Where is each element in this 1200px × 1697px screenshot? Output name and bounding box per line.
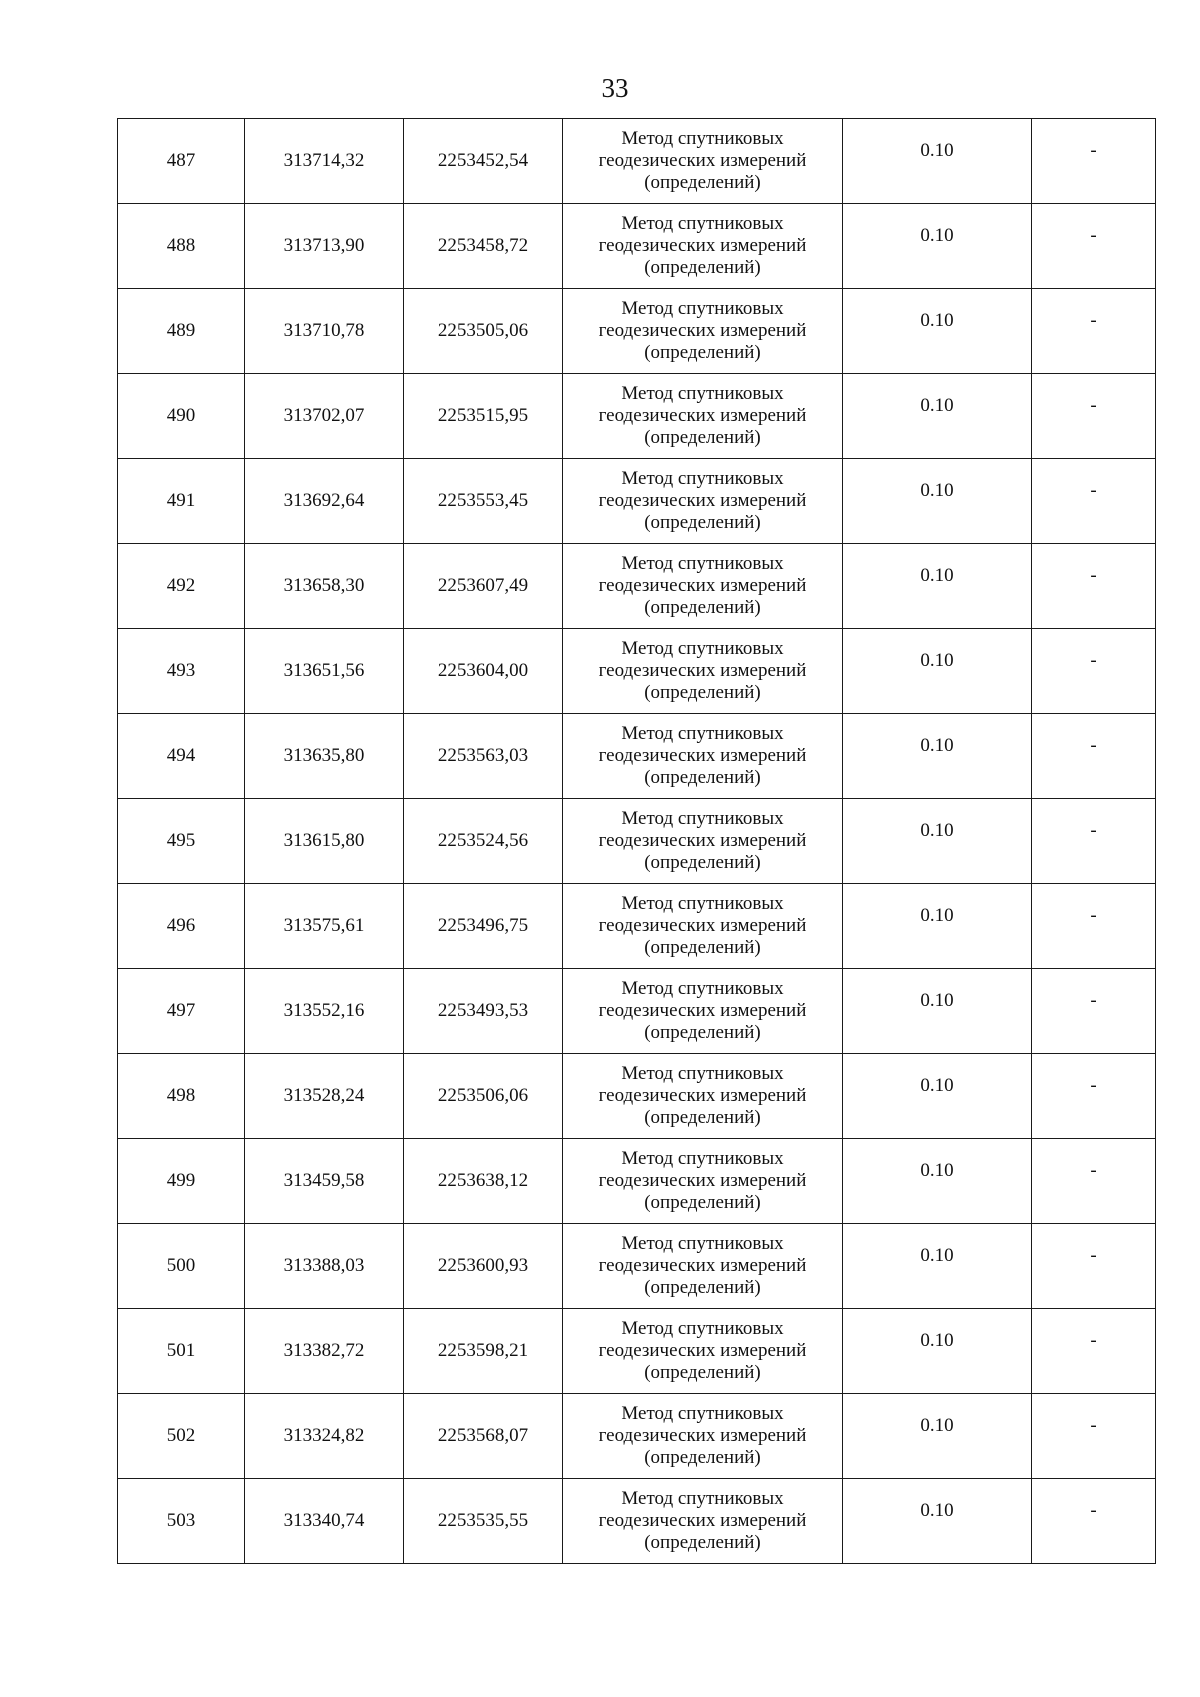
method-line-3: (определений) — [644, 937, 761, 958]
method-cell — [563, 1309, 843, 1394]
coordinate-y-cell: 2253563,03 — [404, 714, 563, 799]
method-line-3: (определений) — [644, 427, 761, 448]
accuracy-value: 0.10 — [920, 480, 954, 501]
table-row — [118, 119, 1156, 204]
method-line-2: геодезических измерений — [598, 1340, 807, 1361]
point-number-cell: 490 — [118, 374, 245, 459]
coordinate-y-cell: 2253458,72 — [404, 204, 563, 289]
method-line-2: геодезических измерений — [598, 1000, 807, 1021]
method-line-1: Метод спутниковых — [621, 383, 784, 404]
point-number-cell: 494 — [118, 714, 245, 799]
method-line-1: Метод спутниковых — [621, 213, 784, 234]
accuracy-cell — [843, 884, 1032, 969]
note-value: - — [1090, 1330, 1097, 1351]
method-line-1: Метод спутниковых — [621, 1063, 784, 1084]
method-cell — [563, 629, 843, 714]
method-line-2: геодезических измерений — [598, 915, 807, 936]
point-number-cell: 502 — [118, 1394, 245, 1479]
point-number-cell: 489 — [118, 289, 245, 374]
method-line-2: геодезических измерений — [598, 1255, 807, 1276]
note-value: - — [1090, 140, 1097, 161]
note-value: - — [1090, 735, 1097, 756]
method-cell — [563, 1479, 843, 1564]
point-number-cell: 488 — [118, 204, 245, 289]
table-row — [118, 969, 1156, 1054]
method-cell — [563, 374, 843, 459]
note-cell — [1032, 969, 1156, 1054]
note-value: - — [1090, 905, 1097, 926]
table-row — [118, 289, 1156, 374]
note-value: - — [1090, 565, 1097, 586]
method-line-3: (определений) — [644, 1192, 761, 1213]
method-cell — [563, 119, 843, 204]
note-cell — [1032, 544, 1156, 629]
table-row — [118, 459, 1156, 544]
point-number-cell: 492 — [118, 544, 245, 629]
method-line-1: Метод спутниковых — [621, 1488, 784, 1509]
method-line-2: геодезических измерений — [598, 405, 807, 426]
method-line-2: геодезических измерений — [598, 320, 807, 341]
table-row — [118, 1224, 1156, 1309]
coordinate-y-cell: 2253568,07 — [404, 1394, 563, 1479]
table-row — [118, 714, 1156, 799]
accuracy-cell — [843, 969, 1032, 1054]
table-row — [118, 1479, 1156, 1564]
note-value: - — [1090, 310, 1097, 331]
method-cell — [563, 884, 843, 969]
accuracy-cell — [843, 1224, 1032, 1309]
accuracy-cell — [843, 289, 1032, 374]
coordinate-y-cell: 2253496,75 — [404, 884, 563, 969]
table-row — [118, 374, 1156, 459]
table-row — [118, 1309, 1156, 1394]
method-line-3: (определений) — [644, 597, 761, 618]
accuracy-cell — [843, 1139, 1032, 1224]
method-line-2: геодезических измерений — [598, 150, 807, 171]
coordinate-x-cell: 313552,16 — [245, 969, 404, 1054]
method-line-3: (определений) — [644, 852, 761, 873]
note-cell — [1032, 884, 1156, 969]
method-line-3: (определений) — [644, 1532, 761, 1553]
coordinate-x-cell: 313713,90 — [245, 204, 404, 289]
coordinates-table-body — [118, 119, 1156, 1564]
table-row — [118, 884, 1156, 969]
coordinate-x-cell: 313615,80 — [245, 799, 404, 884]
method-line-1: Метод спутниковых — [621, 468, 784, 489]
point-number-cell: 487 — [118, 119, 245, 204]
coordinate-y-cell: 2253607,49 — [404, 544, 563, 629]
method-cell — [563, 544, 843, 629]
point-number-cell: 493 — [118, 629, 245, 714]
note-value: - — [1090, 1415, 1097, 1436]
method-line-3: (определений) — [644, 1277, 761, 1298]
point-number-cell: 498 — [118, 1054, 245, 1139]
accuracy-value: 0.10 — [920, 395, 954, 416]
accuracy-value: 0.10 — [920, 1160, 954, 1181]
note-cell — [1032, 629, 1156, 714]
coordinate-x-cell: 313635,80 — [245, 714, 404, 799]
accuracy-cell — [843, 1309, 1032, 1394]
coordinate-x-cell: 313340,74 — [245, 1479, 404, 1564]
method-cell — [563, 714, 843, 799]
accuracy-cell — [843, 1394, 1032, 1479]
table-row — [118, 1394, 1156, 1479]
accuracy-value: 0.10 — [920, 735, 954, 756]
note-cell — [1032, 289, 1156, 374]
note-cell — [1032, 119, 1156, 204]
table-row — [118, 204, 1156, 289]
method-line-1: Метод спутниковых — [621, 1148, 784, 1169]
note-cell — [1032, 1479, 1156, 1564]
coordinate-x-cell: 313658,30 — [245, 544, 404, 629]
accuracy-value: 0.10 — [920, 225, 954, 246]
note-cell — [1032, 374, 1156, 459]
accuracy-value: 0.10 — [920, 1500, 954, 1521]
method-line-1: Метод спутниковых — [621, 1403, 784, 1424]
accuracy-value: 0.10 — [920, 820, 954, 841]
note-cell — [1032, 799, 1156, 884]
method-line-2: геодезических измерений — [598, 575, 807, 596]
note-value: - — [1090, 820, 1097, 841]
note-value: - — [1090, 1500, 1097, 1521]
coordinates-table — [117, 118, 1156, 1564]
page-number: 33 — [601, 73, 629, 103]
method-line-3: (определений) — [644, 767, 761, 788]
point-number-cell: 503 — [118, 1479, 245, 1564]
coordinate-y-cell: 2253515,95 — [404, 374, 563, 459]
accuracy-cell — [843, 799, 1032, 884]
method-line-2: геодезических измерений — [598, 490, 807, 511]
method-line-3: (определений) — [644, 1362, 761, 1383]
coordinate-y-cell: 2253598,21 — [404, 1309, 563, 1394]
point-number-cell: 499 — [118, 1139, 245, 1224]
method-line-1: Метод спутниковых — [621, 1233, 784, 1254]
method-line-1: Метод спутниковых — [621, 808, 784, 829]
method-cell — [563, 799, 843, 884]
table-row — [118, 544, 1156, 629]
method-line-2: геодезических измерений — [598, 1510, 807, 1531]
method-cell — [563, 459, 843, 544]
coordinate-x-cell: 313702,07 — [245, 374, 404, 459]
accuracy-cell — [843, 544, 1032, 629]
method-line-3: (определений) — [644, 1022, 761, 1043]
note-value: - — [1090, 1245, 1097, 1266]
accuracy-value: 0.10 — [920, 310, 954, 331]
coordinate-x-cell: 313692,64 — [245, 459, 404, 544]
note-value: - — [1090, 990, 1097, 1011]
method-line-3: (определений) — [644, 512, 761, 533]
method-line-1: Метод спутниковых — [621, 1318, 784, 1339]
method-line-2: геодезических измерений — [598, 1425, 807, 1446]
note-value: - — [1090, 1075, 1097, 1096]
method-line-2: геодезических измерений — [598, 1085, 807, 1106]
method-cell — [563, 204, 843, 289]
method-cell — [563, 1224, 843, 1309]
note-cell — [1032, 1139, 1156, 1224]
accuracy-value: 0.10 — [920, 140, 954, 161]
method-line-2: геодезических измерений — [598, 660, 807, 681]
accuracy-value: 0.10 — [920, 905, 954, 926]
point-number-cell: 495 — [118, 799, 245, 884]
table-row — [118, 1139, 1156, 1224]
note-cell — [1032, 1224, 1156, 1309]
method-cell — [563, 1394, 843, 1479]
accuracy-value: 0.10 — [920, 990, 954, 1011]
accuracy-cell — [843, 629, 1032, 714]
coordinate-y-cell: 2253524,56 — [404, 799, 563, 884]
coordinate-x-cell: 313575,61 — [245, 884, 404, 969]
method-line-2: геодезических измерений — [598, 1170, 807, 1191]
coordinate-x-cell: 313459,58 — [245, 1139, 404, 1224]
point-number-cell: 491 — [118, 459, 245, 544]
coordinate-x-cell: 313382,72 — [245, 1309, 404, 1394]
coordinate-y-cell: 2253493,53 — [404, 969, 563, 1054]
method-cell — [563, 969, 843, 1054]
note-cell — [1032, 459, 1156, 544]
coordinate-y-cell: 2253535,55 — [404, 1479, 563, 1564]
accuracy-cell — [843, 204, 1032, 289]
coordinate-y-cell: 2253600,93 — [404, 1224, 563, 1309]
accuracy-cell — [843, 1479, 1032, 1564]
coordinate-x-cell: 313710,78 — [245, 289, 404, 374]
method-line-3: (определений) — [644, 1107, 761, 1128]
accuracy-cell — [843, 374, 1032, 459]
note-cell — [1032, 1394, 1156, 1479]
coordinate-y-cell: 2253638,12 — [404, 1139, 563, 1224]
coordinate-x-cell: 313528,24 — [245, 1054, 404, 1139]
accuracy-value: 0.10 — [920, 565, 954, 586]
method-line-1: Метод спутниковых — [621, 893, 784, 914]
method-line-1: Метод спутниковых — [621, 638, 784, 659]
note-value: - — [1090, 1160, 1097, 1181]
point-number-cell: 497 — [118, 969, 245, 1054]
accuracy-value: 0.10 — [920, 1330, 954, 1351]
method-line-3: (определений) — [644, 172, 761, 193]
method-line-3: (определений) — [644, 257, 761, 278]
point-number-cell: 501 — [118, 1309, 245, 1394]
coordinate-y-cell: 2253506,06 — [404, 1054, 563, 1139]
accuracy-value: 0.10 — [920, 1075, 954, 1096]
method-line-1: Метод спутниковых — [621, 553, 784, 574]
note-value: - — [1090, 395, 1097, 416]
method-cell — [563, 289, 843, 374]
method-line-1: Метод спутниковых — [621, 128, 784, 149]
method-line-3: (определений) — [644, 1447, 761, 1468]
accuracy-cell — [843, 1054, 1032, 1139]
accuracy-value: 0.10 — [920, 650, 954, 671]
note-cell — [1032, 204, 1156, 289]
coordinate-x-cell: 313324,82 — [245, 1394, 404, 1479]
method-cell — [563, 1054, 843, 1139]
coordinate-y-cell: 2253553,45 — [404, 459, 563, 544]
coordinate-y-cell: 2253604,00 — [404, 629, 563, 714]
point-number-cell: 496 — [118, 884, 245, 969]
method-line-2: геодезических измерений — [598, 830, 807, 851]
coordinate-y-cell: 2253452,54 — [404, 119, 563, 204]
note-cell — [1032, 1054, 1156, 1139]
note-value: - — [1090, 480, 1097, 501]
method-line-3: (определений) — [644, 342, 761, 363]
coordinate-y-cell: 2253505,06 — [404, 289, 563, 374]
table-row — [118, 629, 1156, 714]
point-number-cell: 500 — [118, 1224, 245, 1309]
accuracy-cell — [843, 714, 1032, 799]
accuracy-cell — [843, 459, 1032, 544]
note-value: - — [1090, 650, 1097, 671]
coordinate-x-cell: 313651,56 — [245, 629, 404, 714]
method-line-2: геодезических измерений — [598, 745, 807, 766]
method-line-3: (определений) — [644, 682, 761, 703]
coordinate-x-cell: 313388,03 — [245, 1224, 404, 1309]
note-cell — [1032, 1309, 1156, 1394]
method-line-1: Метод спутниковых — [621, 978, 784, 999]
accuracy-cell — [843, 119, 1032, 204]
accuracy-value: 0.10 — [920, 1245, 954, 1266]
table-row — [118, 1054, 1156, 1139]
note-cell — [1032, 714, 1156, 799]
method-cell — [563, 1139, 843, 1224]
coordinate-x-cell: 313714,32 — [245, 119, 404, 204]
accuracy-value: 0.10 — [920, 1415, 954, 1436]
method-line-2: геодезических измерений — [598, 235, 807, 256]
method-line-1: Метод спутниковых — [621, 298, 784, 319]
note-value: - — [1090, 225, 1097, 246]
method-line-1: Метод спутниковых — [621, 723, 784, 744]
table-row — [118, 799, 1156, 884]
